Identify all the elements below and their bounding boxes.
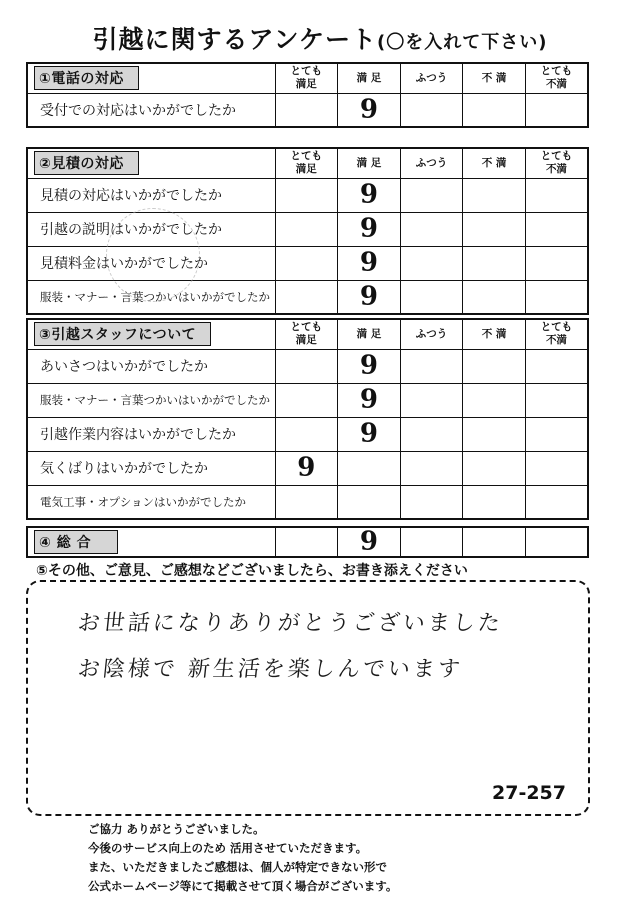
section-header (27, 63, 275, 93)
remarks-label: ⑤その他、ご意見、ご感想などございましたら、お書き添えください (36, 563, 468, 579)
rating-header: 不 満 (463, 63, 526, 93)
rating-cell[interactable] (463, 178, 526, 212)
rating-cell[interactable] (463, 451, 526, 485)
rating-cell[interactable] (463, 349, 526, 383)
rating-cell[interactable] (275, 383, 338, 417)
circle-mark: 9 (359, 384, 378, 415)
rating-header: 満 足 (338, 148, 401, 178)
rating-cell[interactable] (275, 246, 338, 280)
rating-header: 満 足 (338, 63, 401, 93)
circle-mark: 9 (359, 526, 378, 557)
rating-cell[interactable] (338, 93, 401, 127)
footer-line-3: また、いただきましたご感想は、個人が特定できない形で (88, 860, 387, 874)
rating-cell[interactable] (400, 178, 463, 212)
rating-cell[interactable] (525, 246, 588, 280)
rating-cell[interactable] (338, 246, 401, 280)
rating-cell[interactable] (463, 280, 526, 314)
question-text: 見積の対応はいかがでしたか (27, 178, 275, 212)
rating-cell[interactable] (400, 383, 463, 417)
rating-cell[interactable] (275, 349, 338, 383)
question-text: 気くばりはいかがでしたか (27, 451, 275, 485)
rating-cell[interactable] (463, 527, 526, 557)
rating-cell[interactable] (525, 280, 588, 314)
rating-cell[interactable] (463, 93, 526, 127)
rating-cell[interactable] (400, 485, 463, 519)
rating-header: とても 満足 (275, 319, 338, 349)
rating-header: とても 不満 (525, 148, 588, 178)
rating-cell[interactable] (338, 485, 401, 519)
question-text: 引越の説明はいかがでしたか (27, 212, 275, 246)
rating-cell[interactable] (400, 246, 463, 280)
question-text: 電気工事・オプションはいかがでしたか (27, 485, 275, 519)
rating-cell[interactable] (400, 212, 463, 246)
rating-header: ふつう (400, 63, 463, 93)
rating-header: とても 不満 (525, 319, 588, 349)
rating-cell[interactable] (338, 417, 401, 451)
rating-cell[interactable] (463, 246, 526, 280)
rating-header: とても 不満 (525, 63, 588, 93)
rating-cell[interactable] (463, 212, 526, 246)
rating-header: とても 満足 (275, 148, 338, 178)
rating-cell[interactable] (525, 383, 588, 417)
question-row (27, 280, 588, 314)
rating-header: ふつう (400, 148, 463, 178)
circle-mark: 9 (359, 350, 378, 381)
rating-cell[interactable] (525, 349, 588, 383)
section-label: ③引越スタッフについて (34, 322, 211, 346)
rating-cell[interactable] (400, 280, 463, 314)
question-text: 服装・マナー・言葉つかいはいかがでしたか (27, 280, 275, 314)
form-code: 27-257 (492, 782, 566, 804)
question-text: 服装・マナー・言葉つかいはいかがでしたか (27, 383, 275, 417)
rating-header: とても 満足 (275, 63, 338, 93)
question-row (27, 93, 588, 127)
overall-table (26, 526, 589, 558)
remarks-box (26, 580, 590, 816)
rating-cell[interactable] (275, 280, 338, 314)
rating-cell[interactable] (338, 451, 401, 485)
footer-line-4: 公式ホームページ等にて掲載させて頂く場合がございます。 (88, 879, 398, 893)
rating-cell[interactable] (275, 485, 338, 519)
rating-cell[interactable] (275, 527, 338, 557)
question-row (27, 417, 588, 451)
section-label: ①電話の対応 (34, 66, 139, 90)
rating-cell[interactable] (338, 349, 401, 383)
rating-cell[interactable] (400, 451, 463, 485)
circle-mark: 9 (359, 281, 378, 312)
rating-cell[interactable] (275, 417, 338, 451)
rating-header: 不 満 (463, 148, 526, 178)
rating-header: ふつう (400, 319, 463, 349)
circle-mark: 9 (359, 179, 378, 210)
rating-header: 不 満 (463, 319, 526, 349)
section-table-1 (26, 62, 589, 128)
rating-cell[interactable] (463, 383, 526, 417)
question-text: 受付での対応はいかがでしたか (27, 93, 275, 127)
footer-line-1: ご協力 ありがとうございました。 (88, 822, 265, 836)
remarks-line-2: お陰様で 新生活を楽しんでいます (76, 657, 465, 682)
question-row (27, 485, 588, 519)
rating-cell[interactable] (525, 178, 588, 212)
rating-cell[interactable] (275, 178, 338, 212)
rating-cell[interactable] (400, 527, 463, 557)
rating-header: 満 足 (338, 319, 401, 349)
footer-line-2: 今後のサービス向上のため 活用させていただきます。 (88, 841, 368, 855)
rating-cell[interactable] (275, 212, 338, 246)
remarks-line-1: お世話になりありがとうございました (76, 611, 505, 636)
circle-mark: 9 (359, 94, 378, 125)
rating-cell[interactable] (525, 485, 588, 519)
rating-cell[interactable] (463, 417, 526, 451)
overall-header (27, 527, 275, 557)
title-note: (〇を入れて下さい) (377, 32, 548, 53)
date-stamp (106, 208, 200, 302)
section-table-3 (26, 318, 589, 520)
rating-cell[interactable] (525, 451, 588, 485)
rating-cell[interactable] (275, 93, 338, 127)
question-row (27, 383, 588, 417)
rating-cell[interactable] (338, 280, 401, 314)
question-row (27, 451, 588, 485)
section-label: ②見積の対応 (34, 151, 139, 175)
circle-mark: 9 (359, 247, 378, 278)
circle-mark: 9 (359, 213, 378, 244)
rating-cell[interactable] (275, 451, 338, 485)
rating-cell[interactable] (338, 178, 401, 212)
rating-cell[interactable] (525, 527, 588, 557)
rating-cell[interactable] (338, 383, 401, 417)
title-text: 引越に関するアンケート (92, 25, 378, 54)
section-header (27, 148, 275, 178)
rating-cell[interactable] (400, 93, 463, 127)
rating-cell[interactable] (525, 417, 588, 451)
rating-cell[interactable] (525, 93, 588, 127)
circle-mark: 9 (297, 452, 316, 483)
rating-cell[interactable] (463, 485, 526, 519)
rating-cell[interactable] (400, 349, 463, 383)
question-text: 引越作業内容はいかがでしたか (27, 417, 275, 451)
overall-label: ④ 総 合 (34, 530, 118, 554)
section-table-2 (26, 147, 589, 315)
question-text: 見積料金はいかがでしたか (27, 246, 275, 280)
rating-cell[interactable] (338, 212, 401, 246)
rating-cell[interactable] (400, 417, 463, 451)
rating-cell[interactable] (525, 212, 588, 246)
question-text: あいさつはいかがでしたか (27, 349, 275, 383)
question-row (27, 349, 588, 383)
question-row (27, 178, 588, 212)
circle-mark: 9 (359, 418, 378, 449)
rating-cell[interactable] (338, 527, 401, 557)
section-header (27, 319, 275, 349)
footer-note (88, 820, 397, 896)
survey-title (0, 20, 640, 56)
